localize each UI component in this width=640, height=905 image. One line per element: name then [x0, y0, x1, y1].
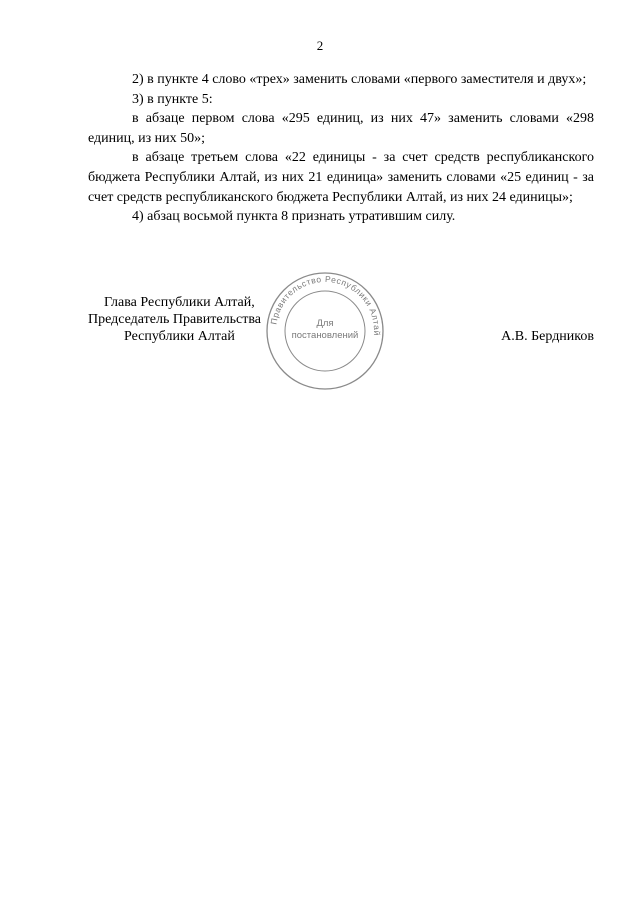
stamp-center-line1: Для — [316, 318, 334, 329]
signatory-position-line1: Глава Республики Алтай, — [104, 295, 255, 310]
paragraph-abzac-third: в абзаце третьем слова «22 единицы - за счет средств республиканского бюджета Республики Алтай, из них 21 единица» заменить словами «25 единиц - за счет средств республиканского бюджета Республики Алтай, из них 24 единицы»; — [88, 150, 594, 205]
stamp-outer-text: Правительство Республики Алтай — [268, 273, 383, 337]
paragraph-item-3: 3) в пункте 5: — [132, 91, 213, 107]
paragraph-item-4: 4) абзац восьмой пункта 8 признать утратившим силу. — [132, 209, 456, 225]
signatory-name: А.В. Бердников — [501, 329, 594, 344]
official-stamp — [264, 270, 386, 392]
page-number: 2 — [316, 38, 324, 53]
signatory-position-line3: Республики Алтай — [124, 329, 235, 344]
paragraph-item-2: 2) в пункте 4 слово «трех» заменить словами «первого заместителя и двух»; — [132, 72, 587, 87]
signatory-position-line2: Председатель Правительства — [88, 312, 261, 327]
document-body — [88, 70, 594, 227]
stamp-center-line2: постановлений — [291, 330, 359, 341]
stamp-seal-icon — [264, 270, 386, 392]
paragraph-abzac-first: в абзаце первом слова «295 единиц, из них 47» заменить словами «298 единиц, из них 50»; — [88, 111, 594, 146]
